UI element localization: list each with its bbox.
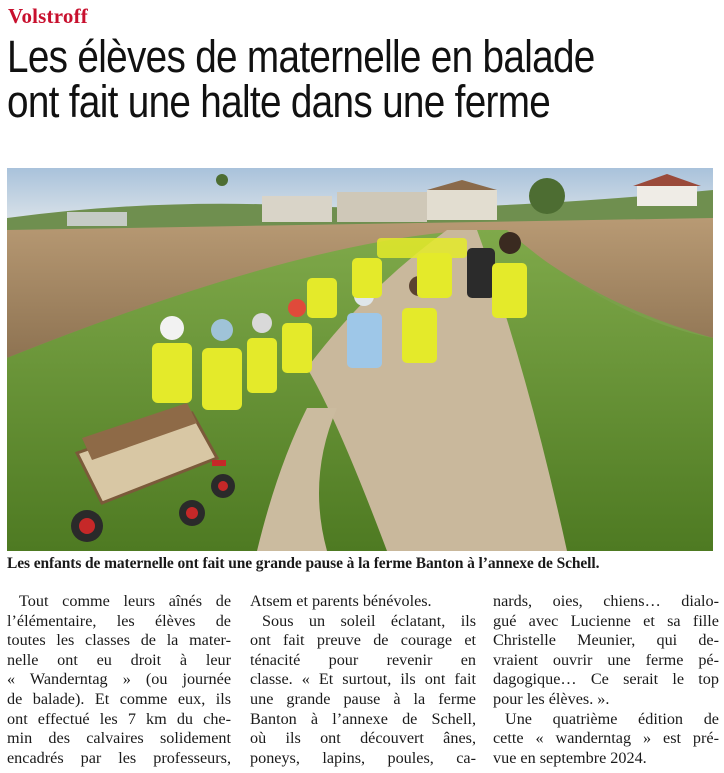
body-line: l’élémentaire, les élèves de	[7, 611, 231, 630]
hay-bales	[67, 212, 127, 226]
body-line: de balade). Et comme eux, ils	[7, 689, 231, 708]
section-kicker: Volstroff	[8, 4, 88, 28]
farm-building	[427, 190, 497, 220]
body-line: classe. « Et surtout, ils ont fait	[250, 670, 476, 689]
body-line: une grande pause à la ferme	[250, 689, 476, 708]
body-line: poneys, lapins, poules, ca-	[250, 748, 476, 767]
headline	[7, 31, 717, 127]
farm-building	[337, 192, 427, 222]
body-line: dagogique… Ce serait le top	[493, 670, 719, 689]
headline-line-1: Les élèves de maternelle en balade	[7, 31, 595, 82]
article-body	[7, 592, 717, 772]
article-column-2	[250, 592, 476, 768]
body-line: cette « wanderntag » est pré-	[493, 729, 719, 748]
body-line: Christelle Meunier, qui de-	[493, 631, 719, 650]
body-line: nelle ont eu droit à leur	[7, 650, 231, 669]
body-line: pour les élèves. ».	[493, 689, 610, 708]
photo-illustration	[7, 168, 713, 551]
body-line: Tout comme leurs aînés de	[19, 592, 231, 610]
body-line: Une quatrième édition de	[505, 709, 719, 728]
photo-caption: Les enfants de maternelle ont fait une grande pause à la ferme Banton à l’annexe de Schell.	[7, 555, 600, 572]
body-line: ont fait preuve de courage et	[250, 631, 476, 650]
body-line: vraient ouvrir une ferme pé-	[493, 650, 719, 669]
body-line: ténacité pour revenir en	[250, 650, 476, 669]
tree	[216, 174, 228, 186]
headline-line-2: ont fait une halte dans une ferme	[7, 76, 551, 127]
body-line: où ils ont découvert ânes,	[250, 729, 476, 748]
body-line: vue en septembre 2024.	[493, 748, 647, 767]
article-column-3	[493, 592, 719, 768]
body-line: encadrés par les professeurs,	[7, 748, 231, 767]
body-line: Banton à l’annexe de Schell,	[250, 709, 476, 728]
body-line: min des calvaires solidement	[7, 729, 231, 748]
house	[637, 186, 697, 206]
tree	[529, 178, 565, 214]
article-photo	[7, 168, 713, 551]
body-line: nards, oies, chiens… dialo-	[493, 592, 719, 610]
body-line: toutes les classes de la mater-	[7, 631, 231, 650]
body-line: gué avec Lucienne et sa fille	[493, 611, 719, 630]
article-column-1	[7, 592, 231, 768]
farm-building	[262, 196, 332, 222]
body-line: Atsem et parents bénévoles.	[250, 592, 432, 610]
body-line: « Wanderntag » (ou journée	[7, 670, 231, 689]
body-line: Sous un soleil éclatant, ils	[262, 611, 476, 630]
body-line: ont effectué les 7 km du che-	[7, 709, 231, 728]
